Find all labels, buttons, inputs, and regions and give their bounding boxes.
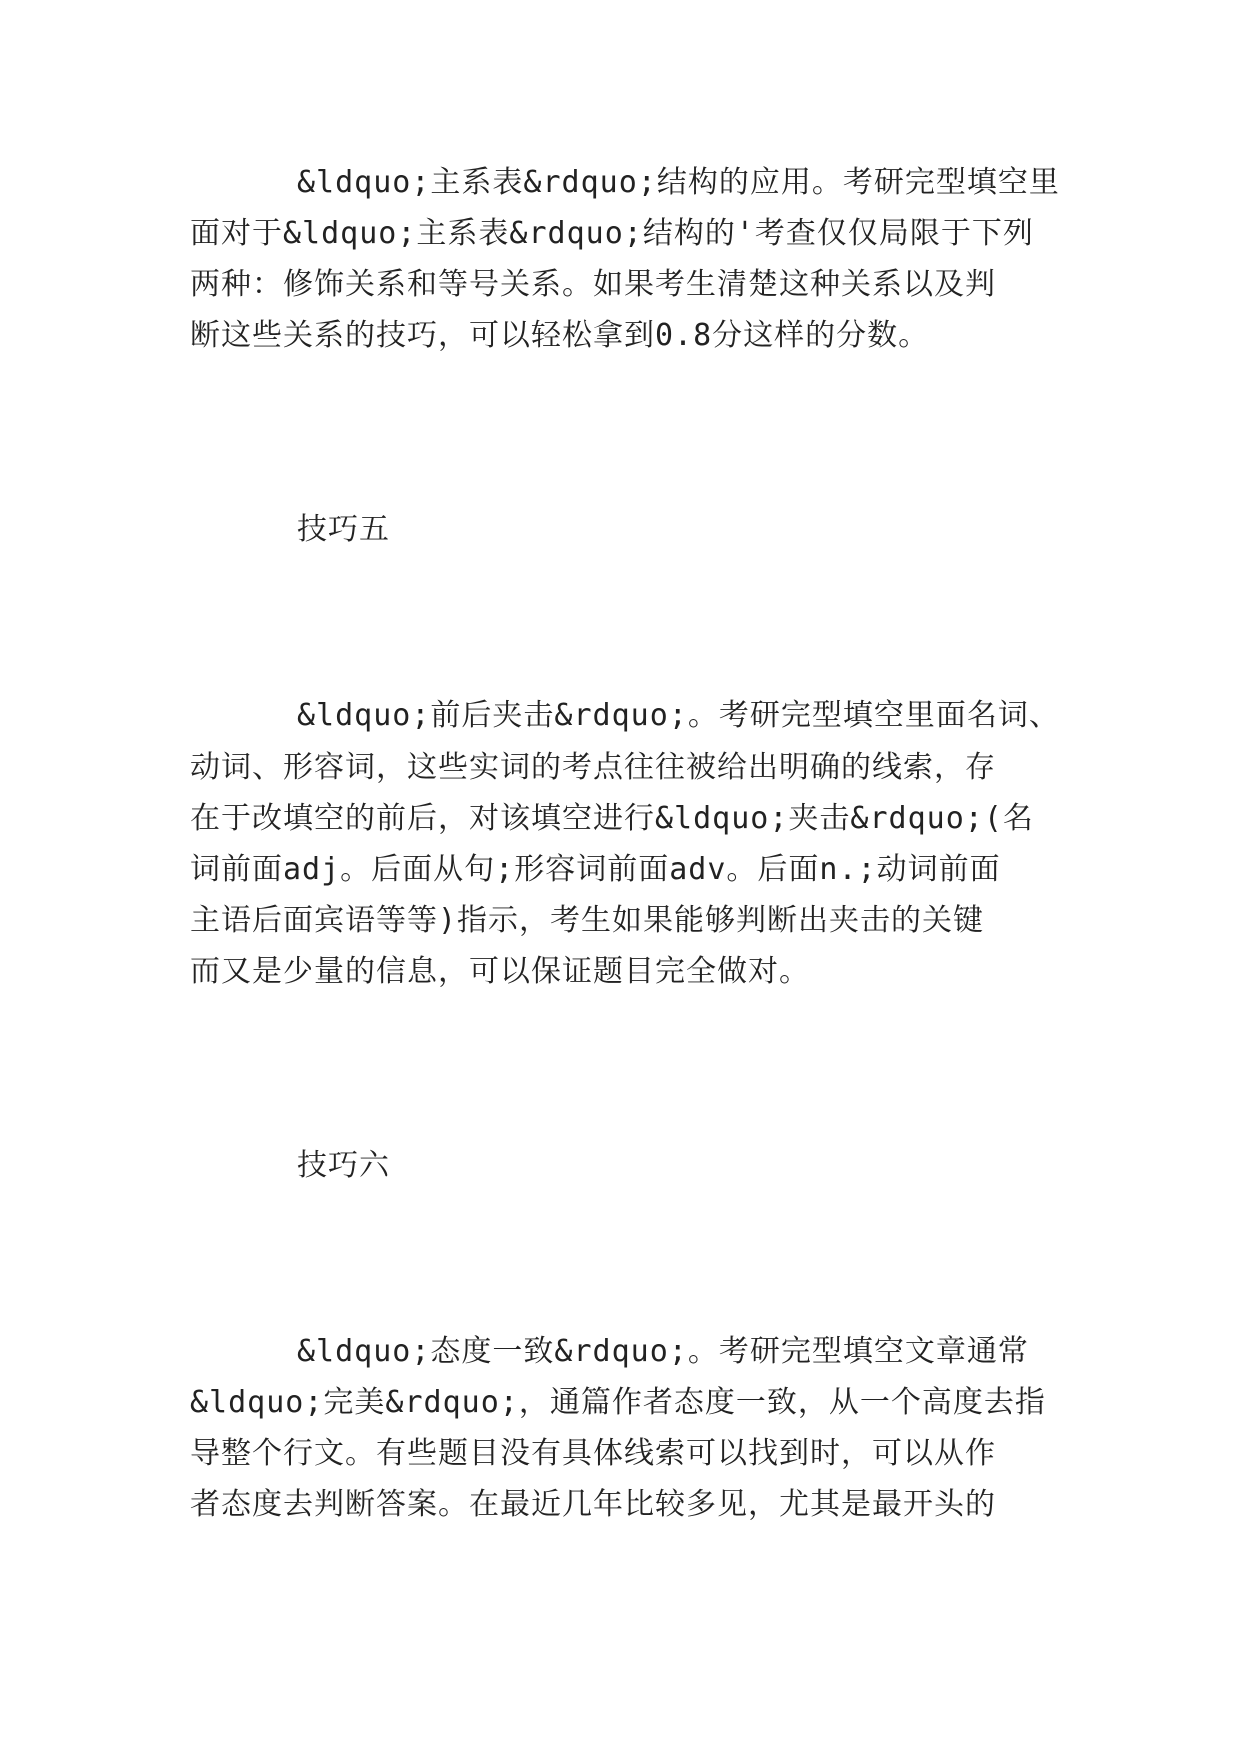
section-heading-6: 技巧六 bbox=[297, 1148, 390, 1183]
paragraph-3-line-2: &ldquo;完美&rdquo;，通篇作者态度一致，从一个高度去指 bbox=[190, 1385, 1046, 1420]
paragraph-2-line-4: 词前面adj。后面从句;形容词前面adv。后面n.;动词前面 bbox=[190, 852, 1001, 887]
section-heading-5: 技巧五 bbox=[297, 512, 390, 547]
paragraph-2-line-2: 动词、形容词，这些实词的考点往往被给出明确的线索，存 bbox=[190, 750, 996, 785]
paragraph-3-line-1: &ldquo;态度一致&rdquo;。考研完型填空文章通常 bbox=[297, 1334, 1029, 1369]
paragraph-3-line-4: 者态度去判断答案。在最近几年比较多见，尤其是最开头的 bbox=[190, 1487, 996, 1522]
paragraph-1-line-1: &ldquo;主系表&rdquo;结构的应用。考研完型填空里 bbox=[297, 165, 1060, 200]
paragraph-2-line-3: 在于改填空的前后，对该填空进行&ldquo;夹击&rdquo;(名 bbox=[190, 801, 1034, 836]
paragraph-3-line-3: 导整个行文。有些题目没有具体线索可以找到时，可以从作 bbox=[190, 1436, 996, 1471]
paragraph-1-line-2: 面对于&ldquo;主系表&rdquo;结构的'考查仅仅局限于下列 bbox=[190, 216, 1034, 251]
paragraph-2-line-6: 而又是少量的信息，可以保证题目完全做对。 bbox=[190, 954, 810, 989]
paragraph-1-line-4: 断这些关系的技巧，可以轻松拿到0.8分这样的分数。 bbox=[190, 318, 930, 353]
paragraph-2-line-5: 主语后面宾语等等)指示，考生如果能够判断出夹击的关键 bbox=[190, 903, 985, 938]
paragraph-1-line-3: 两种：修饰关系和等号关系。如果考生清楚这种关系以及判 bbox=[190, 267, 996, 302]
paragraph-2-line-1: &ldquo;前后夹击&rdquo;。考研完型填空里面名词、 bbox=[297, 698, 1060, 733]
